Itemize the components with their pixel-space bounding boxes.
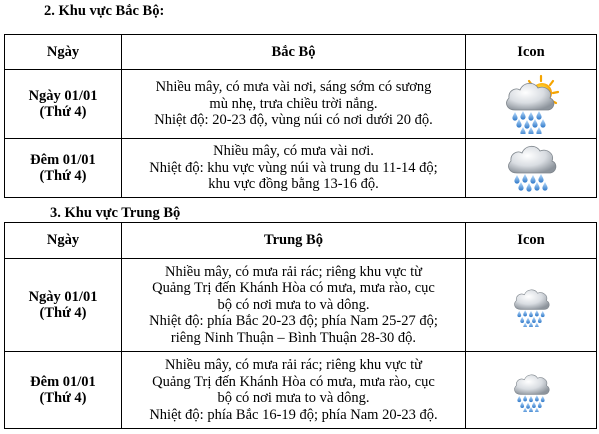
icon-cell xyxy=(466,259,597,352)
icon-cell xyxy=(466,70,597,139)
description-line: Nhiệt độ: khu vực vùng núi và trung du 11-14 độ; xyxy=(149,159,438,176)
weekday-label: (Thứ 4) xyxy=(39,305,87,321)
weekday-label: (Thứ 4) xyxy=(39,104,87,120)
description-line: riêng Ninh Thuận – Bình Thuận 28-30 độ. xyxy=(170,329,417,346)
table-row xyxy=(5,352,597,429)
icon-cell xyxy=(466,139,597,198)
description-line: Nhiều mây, có mưa vài nơi, sáng sớm có sương xyxy=(155,79,432,96)
day-cell xyxy=(5,70,122,139)
description-cell xyxy=(122,259,466,352)
description-line: mù nhẹ, trưa chiều trời nắng. xyxy=(209,95,378,112)
day-label: Đêm 01/01 xyxy=(30,151,96,168)
header-icon: Icon xyxy=(466,35,597,70)
description-line: Nhiều mây, có mưa rải rác; riêng khu vực từ xyxy=(165,263,422,280)
description-cell xyxy=(122,139,466,198)
header-day: Ngày xyxy=(5,35,122,70)
header-region: Bắc Bộ xyxy=(122,35,466,70)
description-line: khu vực đồng bằng 13-16 độ. xyxy=(208,176,379,193)
description-line: Nhiệt độ: phía Bắc 20-23 độ; phía Nam 25-27 độ; xyxy=(149,313,438,330)
section-title-central: 3. Khu vực Trung Bộ xyxy=(50,205,181,221)
header-icon: Icon xyxy=(466,223,597,259)
day-cell xyxy=(5,259,122,352)
day-cell xyxy=(5,139,122,198)
sun-cloud-rain-icon xyxy=(501,74,561,134)
day-cell xyxy=(5,352,122,429)
day-label: Ngày 01/01 xyxy=(28,288,98,305)
table-row xyxy=(5,70,597,139)
day-label: Ngày 01/01 xyxy=(28,87,98,104)
description-cell xyxy=(122,352,466,429)
cloud-rain-icon xyxy=(509,283,553,327)
section-title-north: 2. Khu vực Bắc Bộ: xyxy=(44,3,165,19)
north-forecast-table xyxy=(4,34,597,198)
table-header-row xyxy=(5,35,597,70)
header-region: Trung Bộ xyxy=(122,223,466,259)
description-cell xyxy=(122,70,466,139)
description-line: bộ có nơi mưa to và dông. xyxy=(217,390,370,406)
header-day: Ngày xyxy=(5,223,122,259)
table-row xyxy=(5,139,597,198)
central-forecast-table xyxy=(4,222,597,429)
description-line: Nhiệt độ: 20-23 độ, vùng núi có nơi dưới 20 độ. xyxy=(154,112,433,129)
weekday-label: (Thứ 4) xyxy=(39,390,87,406)
description-line: Nhiều mây, có mưa vài nơi. xyxy=(213,143,374,160)
table-header-row xyxy=(5,223,597,259)
day-label: Đêm 01/01 xyxy=(30,373,96,390)
cloud-rain-icon xyxy=(509,368,553,412)
description-line: Quảng Trị đến Khánh Hòa có mưa, mưa rào, cục xyxy=(152,373,435,390)
icon-cell xyxy=(466,352,597,429)
description-line: bộ có nơi mưa to và dông. xyxy=(217,296,370,313)
description-line: Quảng Trị đến Khánh Hòa có mưa, mưa rào, cục xyxy=(152,280,435,297)
cloud-rain-icon xyxy=(501,141,561,195)
description-line: Nhiều mây, có mưa rải rác; riêng khu vực từ xyxy=(165,357,422,373)
table-row xyxy=(5,259,597,352)
description-line: Nhiệt độ: phía Bắc 16-19 độ; phía Nam 20-23 độ. xyxy=(149,406,438,423)
weekday-label: (Thứ 4) xyxy=(39,168,87,184)
